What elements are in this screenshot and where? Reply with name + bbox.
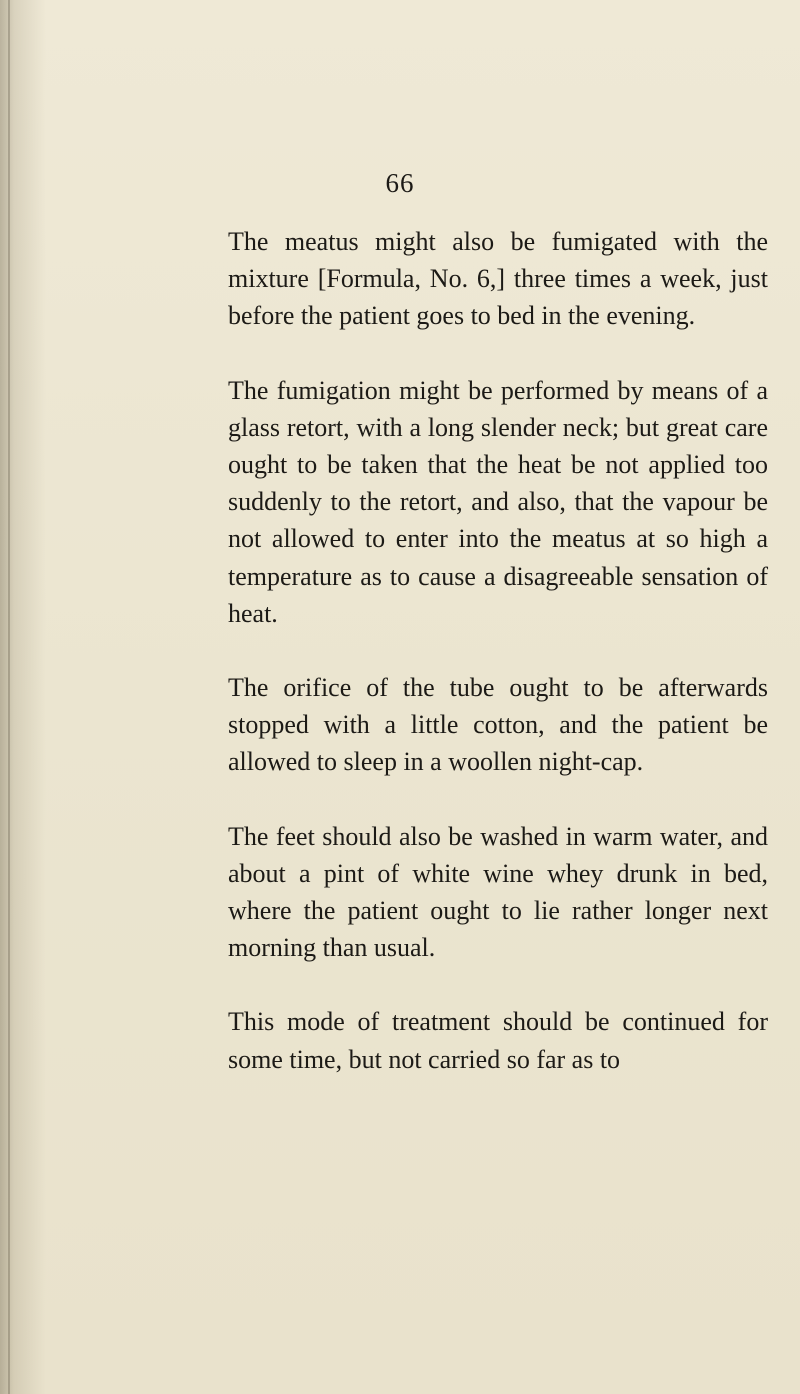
paragraph: The feet should also be washed in warm water, and about a pint of white wine whey drunk in bed, where the patient ought to lie rather longer next morning than usual. [228, 821, 768, 963]
page-number: 66 [385, 168, 415, 198]
paragraph: This mode of treatment should be continued for some time, but not carried so far as to [228, 1007, 768, 1074]
page-body [228, 223, 768, 1078]
paragraph: The meatus might also be fumigated with the mixture [Formula, No. 6,] three times a week, just before the patient goes to bed in the evening. [228, 227, 768, 331]
paragraph: The orifice of the tube ought to be afterwards stopped with a little cotton, and the patient be allowed to sleep in a woollen night-cap. [228, 673, 768, 777]
page-gutter [8, 0, 10, 1394]
paragraph: The fumigation might be performed by means of a glass retort, with a long slender neck; but great care ought to be taken that the heat be not applied too suddenly to the retort, and also, that the vapour be not allowed to enter into the meatus at so high a temperature as to cause a disagreeable sensation of heat. [228, 375, 768, 628]
